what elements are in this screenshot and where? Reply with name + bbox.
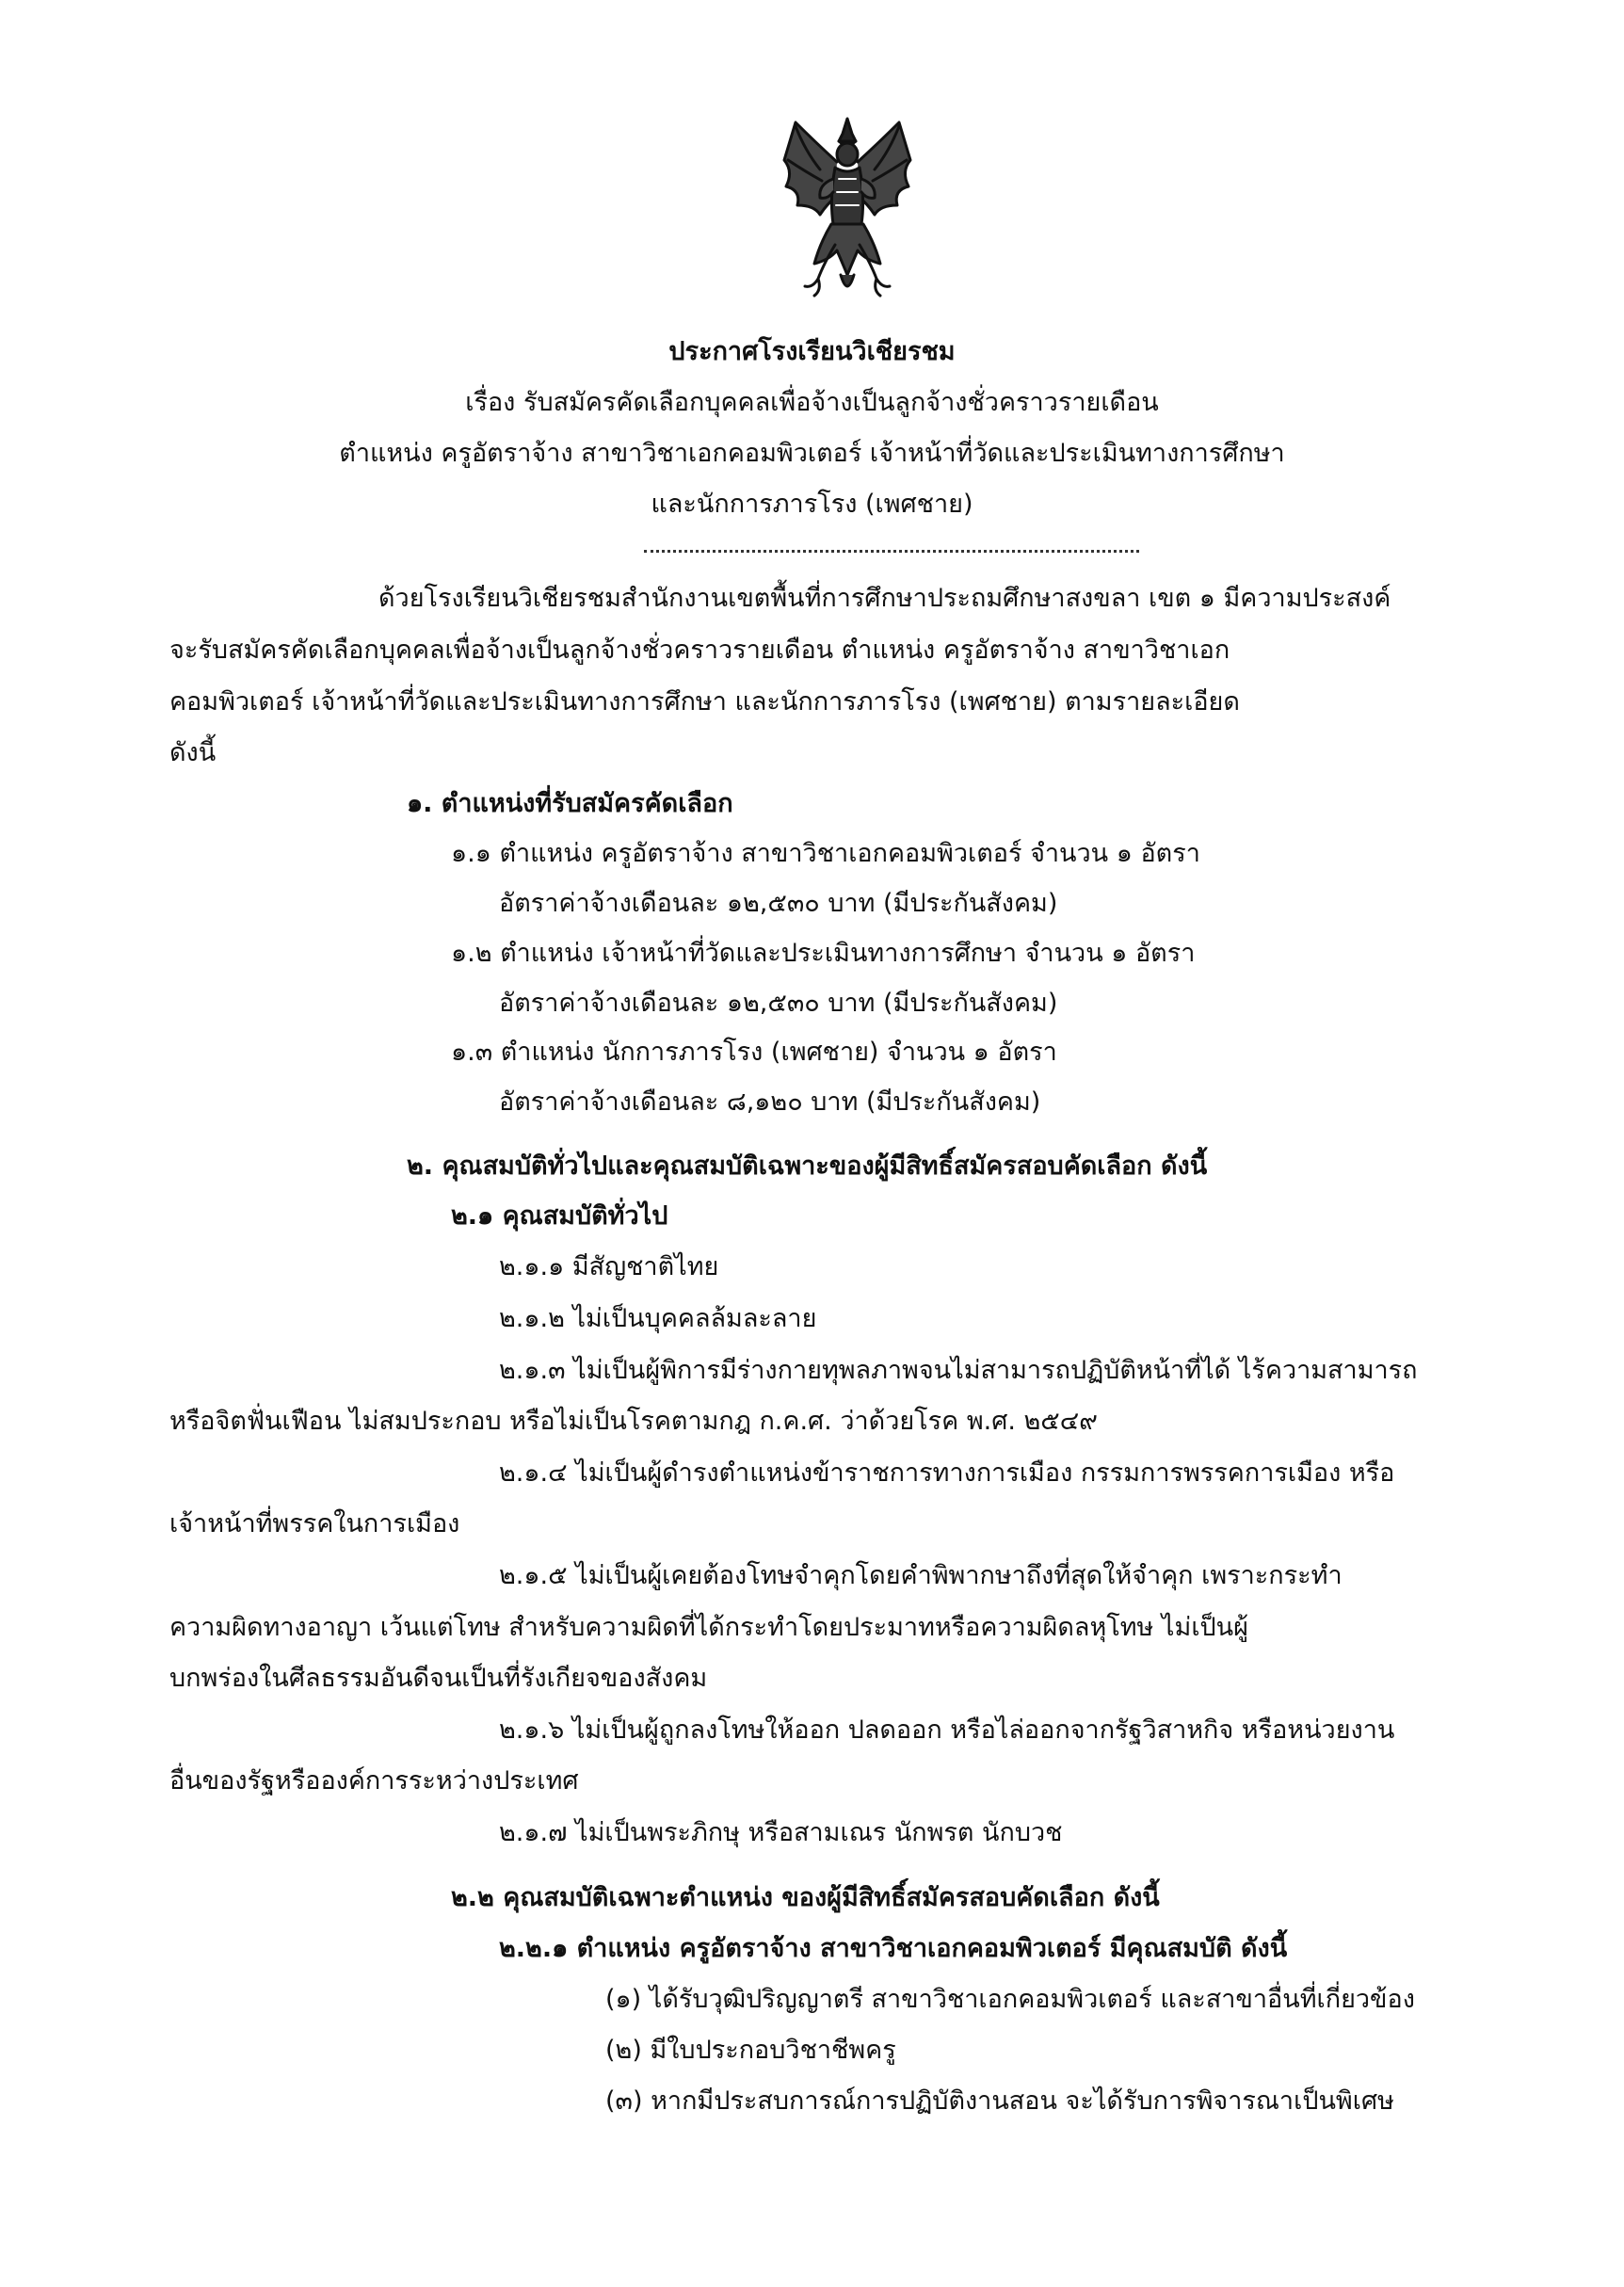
qualification-4: ๒.๑.๔ ไม่เป็นผู้ดำรงตำแหน่งข้าราชการทางการเมือง กรรมการพรรคการเมือง หรือ (499, 1458, 1395, 1488)
announcement-positions-cont: และนักการภารโรง (เพศชาย) (651, 490, 973, 519)
qualification-3-cont: หรือจิตฟั่นเฟือน ไม่สมประกอบ หรือไม่เป็นโรคตามกฎ ก.ค.ศ. ว่าด้วยโรค พ.ศ. ๒๕๔๙ (169, 1407, 1098, 1436)
position-1-title: ๑.๑ ตำแหน่ง ครูอัตราจ้าง สาขาวิชาเอกคอมพิวเตอร์ จำนวน ๑ อัตรา (451, 839, 1200, 868)
qualification-3: ๒.๑.๓ ไม่เป็นผู้พิการมีร่างกายทุพลภาพจนไม่สามารถปฏิบัติหน้าที่ได้ ไร้ความสามารถ (499, 1356, 1418, 1385)
teacher-qualification-3: (๓) หากมีประสบการณ์การปฏิบัติงานสอน จะได้รับการพิจารณาเป็นพิเศษ (605, 2086, 1394, 2116)
specific-qualifications-heading: ๒.๒ คุณสมบัติเฉพาะตำแหน่ง ของผู้มีสิทธิ์สมัครสอบคัดเลือก ดังนี้ (451, 1883, 1160, 1912)
qualification-6-cont: อื่นของรัฐหรือองค์การระหว่างประเทศ (169, 1766, 579, 1796)
qualification-7: ๒.๑.๗ ไม่เป็นพระภิกษุ หรือสามเณร นักพรต นักบวช (499, 1818, 1063, 1847)
position-3-salary: อัตราค่าจ้างเดือนละ ๘,๑๒๐ บาท (มีประกันสังคม) (499, 1087, 1041, 1117)
position-2-title: ๑.๒ ตำแหน่ง เจ้าหน้าที่วัดและประเมินทางการศึกษา จำนวน ๑ อัตรา (451, 939, 1196, 968)
intro-line-2: จะรับสมัครคัดเลือกบุคคลเพื่อจ้างเป็นลูกจ้างชั่วคราวรายเดือน ตำแหน่ง ครูอัตราจ้าง สาขาวิชาเอก (169, 636, 1230, 665)
qualification-1: ๒.๑.๑ มีสัญชาติไทย (499, 1252, 719, 1281)
qualification-4-cont: เจ้าหน้าที่พรรคในการเมือง (169, 1509, 460, 1538)
intro-line-1: ด้วยโรงเรียนวิเชียรชมสำนักงานเขตพื้นที่การศึกษาประถมศึกษาสงขลา เขต ๑ มีความประสงค์ (378, 584, 1391, 613)
intro-line-4: ดังนี้ (169, 738, 217, 767)
title-divider (644, 550, 1139, 553)
garuda-emblem-icon (777, 113, 918, 306)
section-2-heading: ๒. คุณสมบัติทั่วไปและคุณสมบัติเฉพาะของผู้มีสิทธิ์สมัครสอบคัดเลือก ดังนี้ (407, 1152, 1208, 1181)
teacher-qualifications-heading: ๒.๒.๑ ตำแหน่ง ครูอัตราจ้าง สาขาวิชาเอกคอมพิวเตอร์ มีคุณสมบัติ ดังนี้ (499, 1934, 1288, 1963)
qualification-5: ๒.๑.๕ ไม่เป็นผู้เคยต้องโทษจำคุกโดยคำพิพากษาถึงที่สุดให้จำคุก เพราะกระทำ (499, 1561, 1343, 1590)
general-qualifications-heading: ๒.๑ คุณสมบัติทั่วไป (451, 1201, 668, 1231)
position-3-title: ๑.๓ ตำแหน่ง นักการภารโรง (เพศชาย) จำนวน ๑ อัตรา (451, 1038, 1057, 1067)
qualification-2: ๒.๑.๒ ไม่เป็นบุคคลล้มละลาย (499, 1304, 817, 1333)
announcement-subject: เรื่อง รับสมัครคัดเลือกบุคคลเพื่อจ้างเป็นลูกจ้างชั่วคราวรายเดือน (465, 388, 1159, 417)
intro-line-3: คอมพิวเตอร์ เจ้าหน้าที่วัดและประเมินทางการศึกษา และนักการภารโรง (เพศชาย) ตามรายละเอียด (169, 687, 1240, 717)
position-2-salary: อัตราค่าจ้างเดือนละ ๑๒,๕๓๐ บาท (มีประกันสังคม) (499, 989, 1058, 1018)
teacher-qualification-1: (๑) ได้รับวุฒิปริญญาตรี สาขาวิชาเอกคอมพิวเตอร์ และสาขาอื่นที่เกี่ยวข้อง (605, 1985, 1415, 2014)
qualification-6: ๒.๑.๖ ไม่เป็นผู้ถูกลงโทษให้ออก ปลดออก หรือไล่ออกจากรัฐวิสาหกิจ หรือหน่วยงาน (499, 1715, 1395, 1745)
announcement-positions: ตำแหน่ง ครูอัตราจ้าง สาขาวิชาเอกคอมพิวเตอร์ เจ้าหน้าที่วัดและประเมินทางการศึกษา (339, 439, 1285, 468)
announcement-title: ประกาศโรงเรียนวิเชียรชม (668, 337, 956, 366)
qualification-5-cont: ความผิดทางอาญา เว้นแต่โทษ สำหรับความผิดที่ได้กระทำโดยประมาทหรือความผิดลหุโทษ ไม่เป็นผู้ (169, 1613, 1248, 1642)
teacher-qualification-2: (๒) มีใบประกอบวิชาชีพครู (605, 2036, 896, 2065)
position-1-salary: อัตราค่าจ้างเดือนละ ๑๒,๕๓๐ บาท (มีประกันสังคม) (499, 889, 1058, 918)
qualification-5-cont-2: บกพร่องในศีลธรรมอันดีจนเป็นที่รังเกียจของสังคม (169, 1664, 708, 1693)
section-1-heading: ๑. ตำแหน่งที่รับสมัครคัดเลือก (407, 789, 733, 818)
